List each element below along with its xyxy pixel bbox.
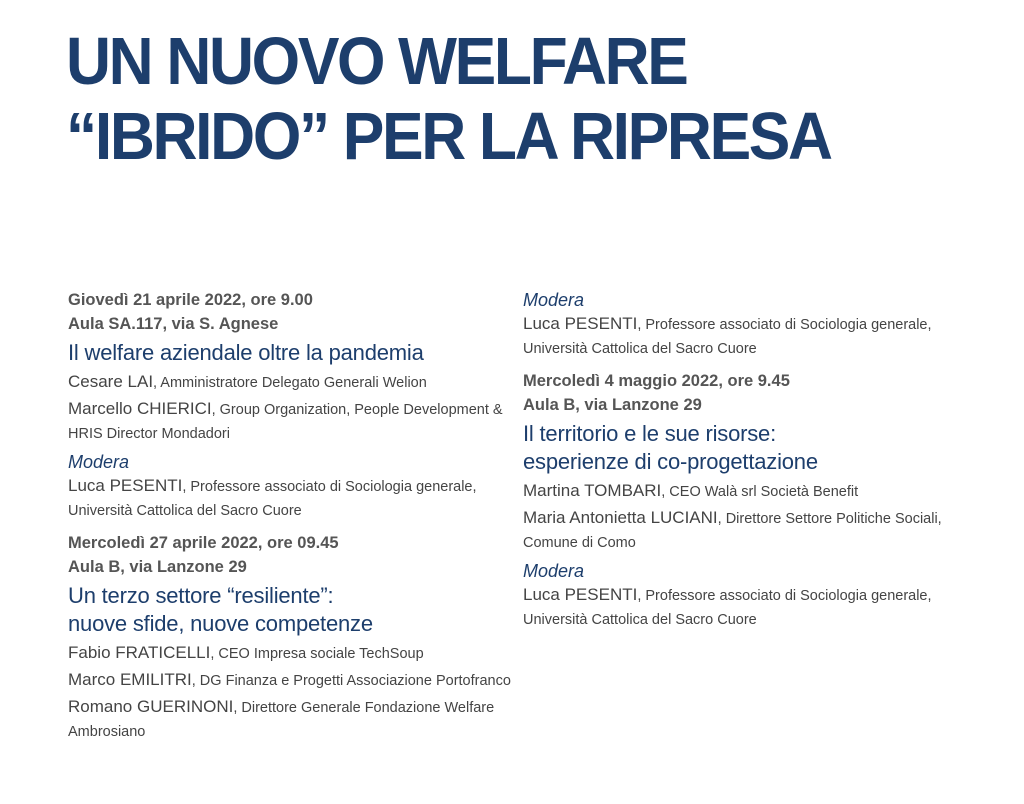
session-2-date: Mercoledì 27 aprile 2022, ore 09.45 [68,534,339,552]
speaker-name: Marcello CHIERICI [68,399,212,418]
moderator-heading: Modera [523,290,585,310]
left-column [68,288,513,752]
session-2-title-line-2: nuove sfide, nuove competenze [68,611,373,636]
session-3 [523,369,963,632]
moderator-entry [523,312,963,361]
moderator-name: Luca PESENTI [523,585,638,604]
session-3-title-line-2: esperienze di co-progettazione [523,449,818,474]
speaker-role: , Amministratore Delegato Generali Welion [153,375,427,391]
session-1-place: Aula SA.117, via S. Agnese [68,315,279,333]
session-1-date: Giovedì 21 aprile 2022, ore 9.00 [68,291,313,309]
session-3-date: Mercoledì 4 maggio 2022, ore 9.45 [523,372,790,390]
speaker-entry [68,695,513,744]
session-1 [68,288,513,523]
speaker-name: Fabio FRATICELLI [68,643,211,662]
session-2 [68,531,513,744]
page-title-line-1: UN NUOVO WELFARE [66,24,687,99]
speaker-entry [68,397,513,446]
right-column [523,288,963,640]
speaker-entry [523,506,963,555]
session-3-place: Aula B, via Lanzone 29 [523,396,702,414]
moderator-role: , Professore associato di Sociologia generale, Università Cattolica del Sacro Cuore [523,588,932,628]
speaker-name: Maria Antonietta LUCIANI [523,508,718,527]
speaker-role: , DG Finanza e Progetti Associazione Portofranco [191,673,511,689]
speaker-name: Romano GUERINONI [68,697,234,716]
moderator-name: Luca PESENTI [523,314,638,333]
speaker-entry [523,479,963,504]
speaker-role: , Direttore Generale Fondazione Welfare Ambrosiano [68,700,495,740]
speaker-role: , Direttore Settore Politiche Sociali, Comune di Como [523,511,942,551]
session-2-title [68,582,513,638]
speaker-entry [68,668,513,693]
session-3-title [523,420,963,476]
session-2-title-line-1: Un terzo settore “resiliente”: [68,583,334,608]
speaker-role: , Group Organization, People Development & HRIS Director Mondadori [68,402,503,442]
moderator-role: , Professore associato di Sociologia generale, Università Cattolica del Sacro Cuore [523,317,932,357]
moderator-name: Luca PESENTI [68,476,183,495]
page-title [66,24,831,174]
moderator-entry [68,474,513,523]
speaker-entry [68,370,513,395]
session-2-place: Aula B, via Lanzone 29 [68,558,247,576]
speaker-name: Marco EMILITRI [68,670,192,689]
speaker-role: , CEO Impresa sociale TechSoup [210,646,424,662]
speaker-name: Martina TOMBARI [523,481,662,500]
session-1-title: Il welfare aziendale oltre la pandemia [68,340,424,365]
page-title-line-2: “IBRIDO” PER LA RIPRESA [66,99,831,174]
moderator-heading: Modera [523,561,585,581]
speaker-entry [68,641,513,666]
speaker-role: , CEO Walà srl Società Benefit [661,484,859,500]
moderator-entry [523,583,963,632]
speaker-name: Cesare LAI [68,372,154,391]
session-2-moderation [523,288,963,361]
moderator-heading: Modera [68,452,130,472]
session-3-title-line-1: Il territorio e le sue risorse: [523,421,776,446]
moderator-role: , Professore associato di Sociologia generale, Università Cattolica del Sacro Cuore [68,479,477,519]
